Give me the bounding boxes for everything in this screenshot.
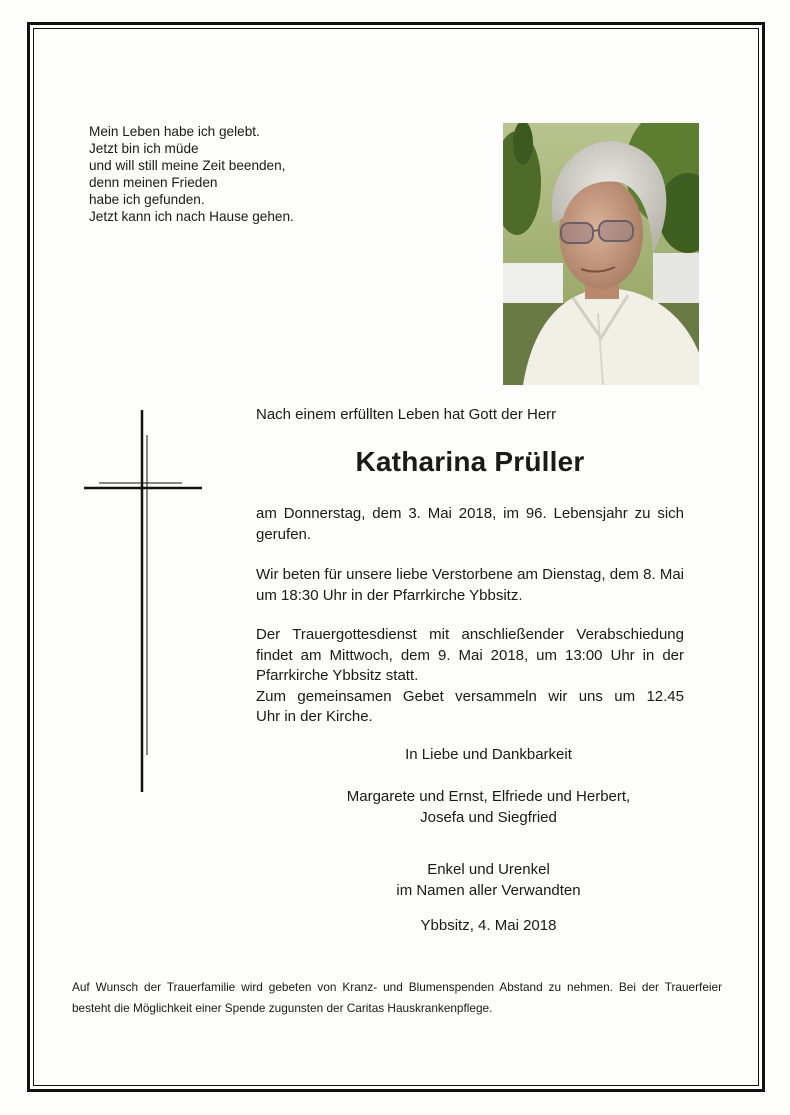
- deceased-name: Katharina Prüller: [355, 446, 585, 477]
- death-announcement: am Donnerstag, dem 3. Mai 2018, im 96. Lebensjahr zu sich gerufen.: [256, 505, 684, 543]
- poem-line: Jetzt bin ich müde: [89, 141, 199, 156]
- relatives-line: im Namen aller Verwandten: [396, 881, 581, 899]
- family-names: [256, 787, 721, 828]
- cross-icon: [84, 410, 206, 792]
- funeral-line: findet am Mittwoch, dem 9. Mai 2018, um 13:00 Uhr in der: [256, 646, 684, 664]
- poem: [89, 123, 389, 225]
- funeral-line: Zum gemeinsamen Gebet versammeln wir uns um 12.45: [256, 687, 684, 705]
- poem-line: Jetzt kann ich nach Hause gehen.: [89, 209, 294, 224]
- poem-line: denn meinen Frieden: [89, 175, 218, 190]
- place-date: Ybbsitz, 4. Mai 2018: [420, 917, 557, 934]
- footer-note: Auf Wunsch der Trauerfamilie wird gebeten von Kranz- und Blumenspenden Abstand zu nehmen. Bei der Trauerfeier besteht die Möglichkeit einer Spende zugunsten der Caritas Hauskrankenpflege.: [72, 980, 722, 1015]
- relatives-line: Enkel und Urenkel: [427, 861, 550, 878]
- poem-line: und will still meine Zeit beenden,: [89, 158, 286, 173]
- family-line: Josefa und Siegfried: [420, 808, 557, 826]
- funeral-line: Pfarrkirche Ybbsitz statt.: [256, 667, 419, 684]
- poem-line: habe ich gefunden.: [89, 192, 205, 207]
- family-line: Margarete und Ernst, Elfriede und Herbert,: [346, 788, 631, 805]
- poem-line: Mein Leben habe ich gelebt.: [89, 124, 260, 139]
- funeral-announcement: [256, 625, 684, 728]
- funeral-line: Uhr in der Kirche.: [256, 708, 373, 725]
- funeral-line: Der Trauergottesdienst mit anschließender Verabschiedung: [256, 626, 684, 643]
- intro-text: Nach einem erfüllten Leben hat Gott der Herr: [256, 406, 557, 423]
- portrait-photo: [503, 123, 699, 385]
- prayer-announcement: Wir beten für unsere liebe Verstorbene am Dienstag, dem 8. Mai um 18:30 Uhr in der Pfarrkirche Ybbsitz.: [256, 566, 684, 604]
- relatives: [256, 860, 721, 901]
- closing-text: In Liebe und Dankbarkeit: [405, 746, 572, 763]
